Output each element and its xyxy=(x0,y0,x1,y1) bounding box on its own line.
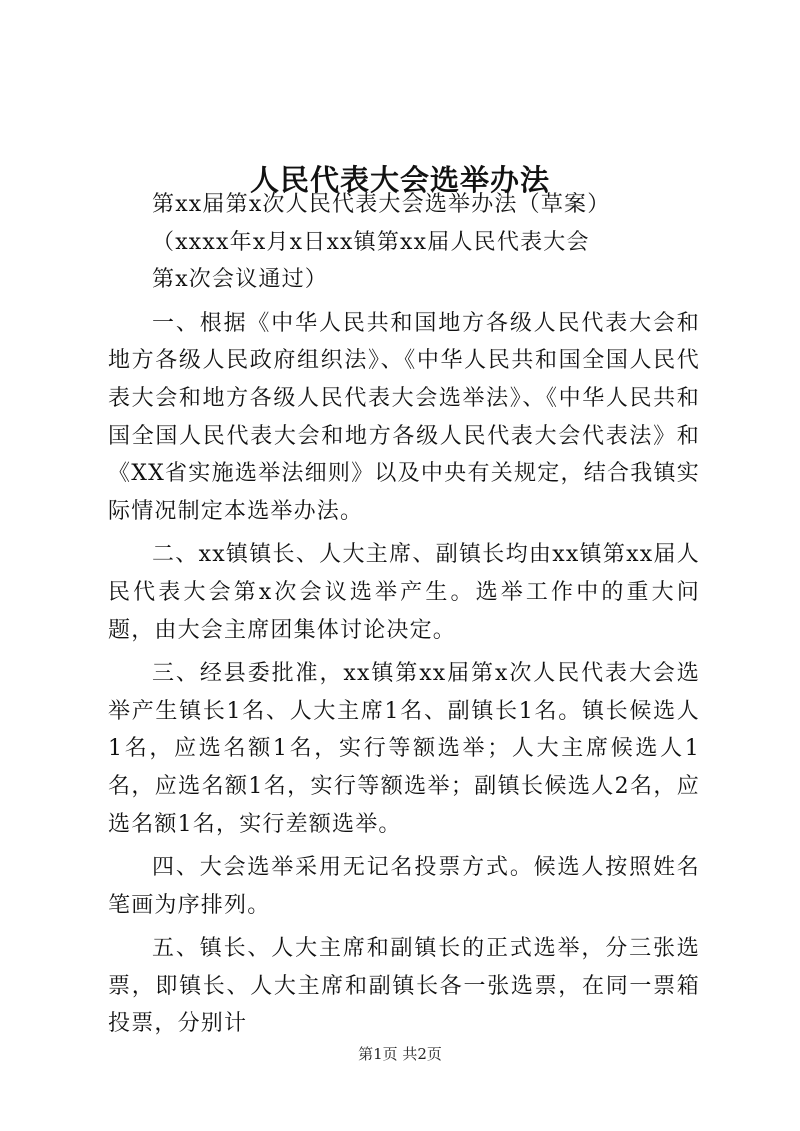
paragraph-2: 二、xx镇镇长、人大主席、副镇长均由xx镇第xx届人民代表大会第x次会议选举产生。选举工作中的重大问题，由大会主席团集体讨论决定。 xyxy=(108,542,700,643)
page-number-footer: 第1页 共2页 xyxy=(358,1045,442,1063)
paragraph-3: 三、经县委批准，xx镇第xx届第x次人民代表大会选举产生镇长1名、人大主席1名、副镇长1名。镇长候选人1名，应选名额1名，实行等额选举；人大主席候选人1名，应选名额1名，实行等额选举；副镇长候选人2名，应选名额1名，实行差额选举。 xyxy=(108,661,700,837)
paragraph-4: 四、大会选举采用无记名投票方式。候选人按照姓名笔画为序排列。 xyxy=(108,855,700,918)
document-title: 人民代表大会选举办法 xyxy=(249,163,550,198)
adoption-note-line-2: 第x次会议通过） xyxy=(152,267,329,293)
paragraph-1: 一、根据《中华人民共和国地方各级人民代表大会和地方各级人民政府组织法》、《中华人民共和国全国人民代表大会和地方各级人民代表大会选举法》、《中华人民共和国全国人民代表大会和地方各级人民代表大会代表法》和《XX省实施选举法细则》以及中央有关规定，结合我镇实际情况制定本选举办法。 xyxy=(108,310,700,524)
paragraph-5: 五、镇长、人大主席和副镇长的正式选举，分三张选票，即镇长、人大主席和副镇长各一张选票，在同一票箱投票，分别计 xyxy=(108,936,700,1037)
document-subtitle: 第xx届第x次人民代表大会选举办法（草案） xyxy=(152,192,611,217)
adoption-note-line-1: （xxxx年x月x日xx镇第xx届人民代表大会 xyxy=(152,229,590,255)
document-body xyxy=(108,186,700,1043)
